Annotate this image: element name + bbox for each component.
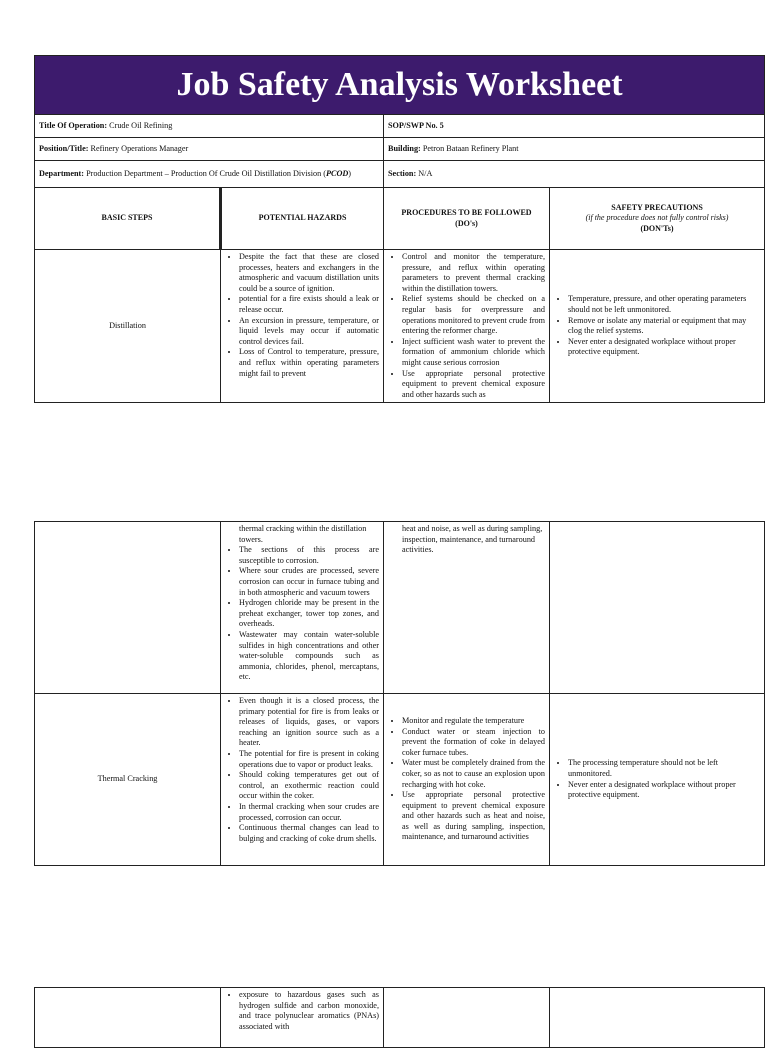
department-cell xyxy=(35,161,384,188)
hazards-continuation-lead: thermal cracking within the distillation towers. xyxy=(239,524,367,544)
step-thermal-cracking: Thermal Cracking xyxy=(35,694,221,866)
list-item: • Water must be completely drained from the coker, so as not to cause an explosion upon recharging with hot coke. xyxy=(402,758,545,790)
col-header-procedures xyxy=(384,188,550,250)
department-abbr: PCOD xyxy=(325,168,349,178)
procedures-sub: (DO's) xyxy=(455,218,478,228)
list-item: • Hydrogen chloride may be present in the preheat exchanger, tower top zones, and overheads. xyxy=(239,598,379,630)
section-label: Section: xyxy=(388,168,417,178)
list-item: • Remove or isolate any material or equipment that may clog the relief systems. xyxy=(568,316,760,337)
list-item: • Should coking temperatures get out of control, an exothermic reaction could occur within the coker. xyxy=(239,770,379,802)
procedures-bottom xyxy=(384,988,550,1048)
step-bottom xyxy=(35,988,221,1048)
precautions-sub: (DON'Ts) xyxy=(640,223,674,233)
list-item: • Where sour crudes are processed, severe corrosion can occur in furnace tubing and in both atmospheric and vacuum towers xyxy=(239,566,379,598)
list-item: • Never enter a designated workplace without proper protective equipment. xyxy=(568,337,760,358)
position-label: Position/Title: xyxy=(39,143,89,153)
list-item: • Conduct water or steam injection to prevent the formation of coke in delayed coker furnace tubes. xyxy=(402,727,545,759)
list-item: • Even though it is a closed process, the primary potential for fire is from leaks or releases of liquids, gases, or vapors reaching an ignition source such as a heater. xyxy=(239,696,379,749)
col-header-hazards: POTENTIAL HAZARDS xyxy=(221,188,384,250)
precautions-continuation xyxy=(550,522,765,694)
department-close: ) xyxy=(348,168,352,178)
list-item: • Relief systems should be checked on a regular basis for overpressure and operations monitored to prevent crude from entering the reformer charge. xyxy=(402,294,545,336)
building-cell xyxy=(384,138,765,161)
precautions-distillation xyxy=(550,250,765,403)
step-distillation: Distillation xyxy=(35,250,221,403)
list-item: • exposure to hazardous gases such as hydrogen sulfide and carbon monoxide, and trace polynuclear aromatics (PNAs) associated with xyxy=(239,990,379,1032)
hazards-bottom xyxy=(221,988,384,1048)
position-value: Refinery Operations Manager xyxy=(90,143,189,153)
col-header-basic-steps: BASIC STEPS xyxy=(35,188,221,250)
precautions-bottom xyxy=(550,988,765,1048)
list-item: • Inject sufficient wash water to prevent the formation of ammonium chloride which might cause serious corrosion xyxy=(402,337,545,369)
list-item: • Control and monitor the temperature, pressure, and reflux within operating parameters to prevent thermal cracking within the distillation towers. xyxy=(402,252,545,294)
hazards-thermal-cracking xyxy=(221,694,384,866)
list-item: • The sections of this process are susceptible to corrosion. xyxy=(239,545,379,566)
department-value: Production Department – Production Of Crude Oil Distillation Division ( xyxy=(86,168,326,178)
jsa-bottom-table xyxy=(34,987,765,1048)
list-item: • Use appropriate personal protective equipment to prevent chemical exposure and other hazards such as heat and noise, as well as during sampling, inspection, maintenance, and turnaround activities xyxy=(402,790,545,843)
col-header-precautions xyxy=(550,188,765,250)
operation-cell xyxy=(35,115,384,138)
list-item: • Use appropriate personal protective equipment to prevent chemical exposure and other hazards such as xyxy=(402,369,545,401)
list-item: • In thermal cracking when sour crudes are processed, corrosion can occur. xyxy=(239,802,379,823)
procedures-continuation xyxy=(384,522,550,694)
list-item: • An excursion in pressure, temperature, or liquid levels may occur if automatic control devices fail. xyxy=(239,316,379,348)
jsa-worksheet-table xyxy=(34,55,765,403)
sop-cell xyxy=(384,115,765,138)
operation-value: Crude Oil Refining xyxy=(109,120,173,130)
list-item: • Never enter a designated workplace without proper protective equipment. xyxy=(568,780,760,801)
jsa-continuation-table xyxy=(34,521,765,866)
step-continuation xyxy=(35,522,221,694)
hazards-distillation xyxy=(221,250,384,403)
precautions-thermal-cracking xyxy=(550,694,765,866)
building-label: Building: xyxy=(388,143,421,153)
precautions-note: (if the procedure does not fully control risks) xyxy=(585,213,729,223)
sop-label: SOP/SWP No. 5 xyxy=(388,120,444,130)
position-cell xyxy=(35,138,384,161)
building-value: Petron Bataan Refinery Plant xyxy=(422,143,519,153)
list-item: • Continuous thermal changes can lead to bulging and cracking of coke drum shells. xyxy=(239,823,379,844)
procedures-title: PROCEDURES TO BE FOLLOWED xyxy=(401,207,532,217)
list-item: • Despite the fact that these are closed processes, heaters and exchangers in the atmospheric and vacuum distillation units could be a source of ignition. xyxy=(239,252,379,294)
worksheet-title: Job Safety Analysis Worksheet xyxy=(35,56,765,115)
list-item: • The processing temperature should not be left unmonitored. xyxy=(568,758,760,779)
precautions-title: SAFETY PRECAUTIONS xyxy=(611,202,703,212)
procedures-distillation xyxy=(384,250,550,403)
list-item: • Loss of Control to temperature, pressure, and reflux within operating parameters might fail to prevent xyxy=(239,347,379,379)
procedures-continuation-lead: heat and noise, as well as during sampling, inspection, maintenance, and turnaround activities. xyxy=(402,524,543,555)
section-cell xyxy=(384,161,765,188)
hazards-continuation xyxy=(221,522,384,694)
department-label: Department: xyxy=(39,168,85,178)
operation-label: Title Of Operation: xyxy=(39,120,108,130)
section-value: N/A xyxy=(418,168,433,178)
list-item: • Monitor and regulate the temperature xyxy=(402,716,545,727)
procedures-thermal-cracking xyxy=(384,694,550,866)
list-item: • Wastewater may contain water-soluble sulfides in high concentrations and other water-soluble compounds such as ammonia, chlorides, phenol, mercaptans, etc. xyxy=(239,630,379,683)
list-item: • potential for a fire exists should a leak or release occur. xyxy=(239,294,379,315)
list-item: • The potential for fire is present in coking operations due to vapor or product leaks. xyxy=(239,749,379,770)
list-item: • Temperature, pressure, and other operating parameters should not be left unmonitored. xyxy=(568,294,760,315)
